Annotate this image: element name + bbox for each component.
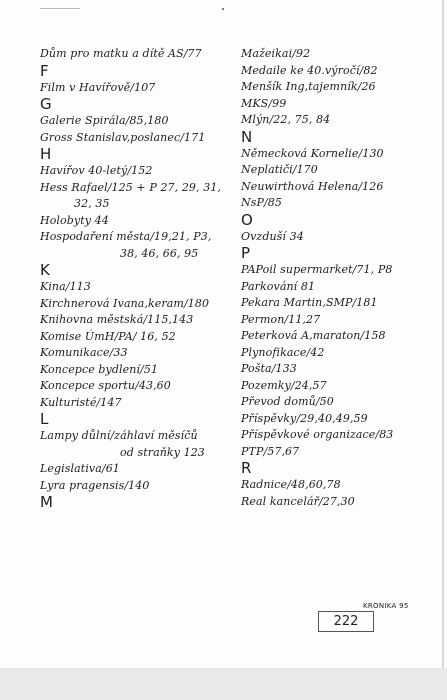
index-entry: Převod domů/50 [241,395,334,408]
index-entry: 32, 35 [74,197,110,210]
index-letter-heading: R [241,459,252,477]
scan-bottom-band [0,668,447,700]
index-entry: Hospodaření města/19,21, P3, [40,230,212,243]
index-entry: Mažeikai/92 [241,47,311,60]
index-entry: Holobyty 44 [40,213,109,227]
index-entry: 38, 46, 66, 95 [120,246,199,260]
index-entry: Radnice/48,60,78 [241,478,341,491]
index-entry: Galerie Spirála/85,180 [40,114,169,127]
index-letter-heading: O [241,210,253,229]
index-entry: Koncepce bydlení/51 [40,362,159,376]
index-entry: MKS/99 [241,96,287,110]
index-letter-heading: F [40,61,49,80]
index-entry: Pekara Martin,SMP/181 [241,296,378,309]
index-letter-heading: H [40,145,52,163]
index-entry: Lampy důlní/záhlaví měsíčů [40,429,198,442]
index-entry: Havířov 40-letý/152 [40,164,153,177]
index-entry: Menšík Ing,tajemník/26 [241,80,376,93]
index-letter-heading: P [241,244,251,262]
index-entry: PTP/57,67 [241,444,300,458]
index-entry: Neuwirthová Helena/126 [241,179,384,193]
index-entry: Mlýn/22, 75, 84 [241,113,331,126]
index-entry: Kina/113 [40,280,91,293]
index-entry: NsP/85 [241,196,282,209]
page-number-box: 222 [318,611,374,632]
index-entry: PAPoil supermarket/71, P8 [241,263,393,276]
index-entry: Ovzduší 34 [241,229,304,243]
index-entry: Peterková A,maraton/158 [241,329,386,342]
index-entry: Kulturisté/147 [40,395,122,409]
index-letter-heading: L [40,410,49,428]
index-entry: Neplatiči/170 [241,163,318,176]
index-entry: Německová Kornelie/130 [241,146,384,160]
index-entry: Medaile ke 40.výročí/82 [241,63,378,77]
index-entry: Dům pro matku a dítě AS/77 [40,47,202,60]
index-letter-heading: K [40,261,50,279]
index-entry: Parkování 81 [241,279,316,293]
index-entry: Komise ÚmH/PA/ 16, 52 [40,329,176,343]
index-entry: Komunikace/33 [40,346,128,359]
index-entry: Pošta/133 [241,362,297,375]
index-entry: Legislativa/61 [40,462,120,475]
scan-mark [40,8,80,9]
index-entry: od straňky 123 [120,445,205,459]
index-entry: Gross Stanislav,poslanec/171 [40,130,206,144]
index-column-left [40,46,235,511]
page-edge [442,0,444,700]
index-letter-heading: N [241,127,253,146]
scan-dot [222,8,224,10]
index-column-right [241,46,441,510]
index-entry: Příspěvkové organizace/83 [241,428,394,441]
index-letter-heading: M [40,493,53,511]
index-letter-heading: G [40,95,52,113]
index-entry: Pozemky/24,57 [241,378,327,392]
index-entry: Kirchnerová Ivana,keram/180 [40,296,210,310]
index-entry: Hess Rafael/125 + P 27, 29, 31, [40,180,222,194]
index-entry: Knihovna městská/115,143 [40,313,194,326]
index-entry: Lyra pragensis/140 [40,478,150,492]
chronicle-stamp: KRONIKA 95 [363,602,409,610]
index-entry: Permon/11,27 [241,312,321,326]
index-entry: Real kancelář/27,30 [241,494,355,508]
index-entry: Plynofikace/42 [241,345,325,359]
index-entry: Koncepce sportu/43,60 [40,379,171,392]
index-entry: Příspěvky/29,40,49,59 [241,411,368,425]
index-entry: Film v Havířově/107 [40,80,156,94]
